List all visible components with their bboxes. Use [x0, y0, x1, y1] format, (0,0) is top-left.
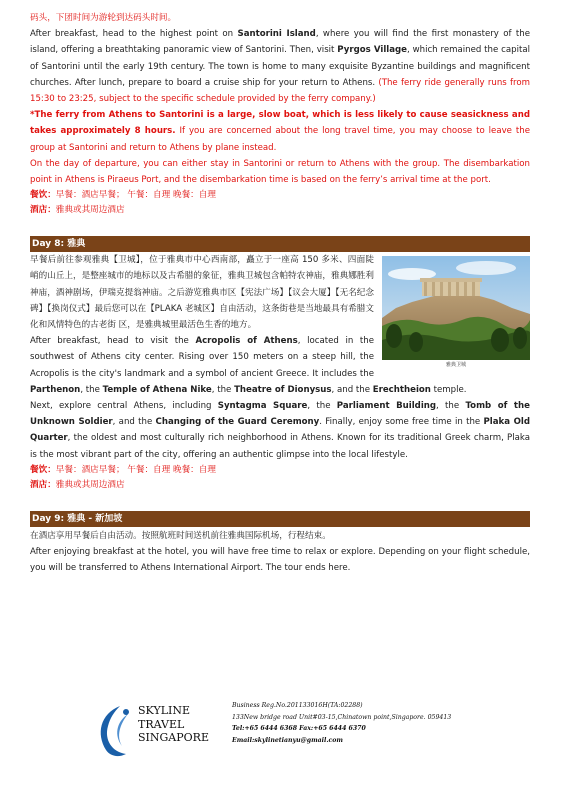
skyline-swoosh-icon: [92, 704, 138, 758]
text-run: , which remained the capital of Santorini until the early 19th century. The town is home to many exquisite Byzantine buildings and magnificent churches. After lunch, prepare to board a cruise ship for your return to Athens.: [30, 45, 531, 88]
departure-note: On the day of departure, you can either stay in Santorini or return to Athens with the group. The disembarkation point in Athens is Piraeus Port, and the disembarkation time is based on the ferry’s arrival time at the port.: [30, 158, 530, 186]
company-logo: [92, 704, 232, 758]
text-run: , and the: [112, 417, 156, 428]
meals-label: 餐饮：: [30, 190, 56, 201]
business-email: Email:skylinetianyu@gmail.com: [232, 736, 343, 744]
hotel-value: 雅典或其周边酒店: [55, 479, 125, 490]
day7-cn-tail: 码头，下团时间为游轮到达码头时间。: [30, 13, 177, 23]
text-run: , located in the southwest of Athens city center. Rising over 150 meters on a steep hill, the Acropolis is the city's landmark and a symbol of ancient Greece. It includes the: [30, 336, 375, 379]
text-run: , the: [307, 401, 337, 412]
text-run: , the: [211, 384, 235, 395]
day9-en-paragraph: After enjoying breakfast at the hotel, you will have free time to relax or explore. Depending on your flight schedule, you will be transferred to Athens International Airport. The tour ends here.: [30, 547, 530, 574]
itinerary-page: [30, 10, 530, 576]
meals-value: 早餐：酒店早餐； 午餐：自理 晚餐：自理: [55, 464, 216, 475]
highlight-term: Syntagma Square: [217, 401, 308, 412]
day8-meals: [30, 463, 530, 478]
day7-hotel: [30, 203, 530, 218]
text-run: temple.: [430, 384, 467, 395]
day8-hotel: [30, 478, 530, 493]
highlight-term: Temple of Athena Nike: [102, 384, 212, 395]
acropolis-image: [382, 256, 530, 360]
text-run: , the: [80, 384, 103, 395]
text-run: , the oldest and most culturally rich neighborhood in Athens. Known for its traditional Greek charm, Plaka is the most vibrant part of the city, offering an authentic glimpse into the local lifestyle.: [30, 433, 530, 460]
logo-line-1: SKYLINE: [138, 704, 191, 717]
highlight-term: Erechtheion: [372, 384, 431, 395]
acropolis-illustration: [382, 256, 530, 360]
text-run: . Finally, enjoy some free time in the: [319, 417, 484, 428]
highlight-term: Parthenon: [30, 384, 81, 395]
highlight-term: Tomb of the Unknown Soldier: [30, 401, 530, 428]
footer: [92, 700, 532, 760]
text-run: , and the: [331, 384, 373, 395]
day7-meals: [30, 188, 530, 203]
meals-label: 餐饮：: [30, 464, 56, 475]
text-run: , where you will find the first monastery of the island, offering a breathtaking panoramic view of Santorini. Then, visit: [30, 29, 530, 56]
highlight-term: Changing of the Guard Ceremony: [155, 417, 320, 428]
logo-line-2: TRAVEL: [138, 717, 185, 731]
text-run: , the: [436, 401, 466, 412]
day8-en-paragraph-2: [30, 398, 530, 463]
highlight-term: Acropolis of Athens: [195, 336, 298, 347]
business-phone: Tel:+65 6444 6368 Fax:+65 6444 6370: [232, 725, 366, 732]
text-run: Next, explore central Athens, including: [30, 401, 218, 412]
highlight-term: Theatre of Dionysus: [234, 384, 332, 395]
hotel-label: 酒店：: [30, 205, 56, 216]
ferry-note-text: If you are concerned about the long travel time, you may choose to leave the group at Santorini and return to Athens by plane instead.: [30, 126, 530, 153]
hotel-value: 雅典或其周边酒店: [55, 205, 125, 216]
text-run: After breakfast, head to the highest point on: [30, 29, 238, 40]
logo-line-3: SINGAPORE: [138, 731, 209, 744]
ferry-note-bold: *The ferry from Athens to Santorini is a large, slow boat, which is less likely to cause seasickness and takes approximately 8 hours.: [30, 110, 530, 137]
highlight-term: Parliament Building: [336, 401, 437, 412]
ferry-note: [30, 107, 530, 156]
day9-cn-paragraph: 在酒店享用早餐后自由活动。按照航班时间送机前往雅典国际机场，行程结束。: [30, 530, 331, 541]
meals-value: 早餐：酒店早餐； 午餐：自理 晚餐：自理: [55, 190, 216, 201]
logo-text: [138, 704, 209, 745]
hotel-label: 酒店：: [30, 479, 56, 490]
acropolis-figure: [382, 256, 530, 368]
business-info: [232, 700, 451, 746]
day8-cn-paragraph: 早餐后前往参观雅典【卫城】，位于雅典市中心西南部，矗立于一座高 150 多米、四面陡峭的山丘上，是整座城市的地标以及古希腊的象征，雅典卫城包含帕特农神庙，雅典娜胜利神庙，酒神剧场，伊瑞克提翁神庙。之后游览雅典市区【宪法广场】【议会大厦】【无名纪念碑】【换岗仪式】最后您可以在【PLAKA 老城区】自由活动，这条街巷是当地最具有希腊文化和风情特色的古老街 区，是雅典城里最活色生香的地方。: [30, 255, 374, 331]
business-reg: Business Reg.No.201133016H(TA:02288): [232, 702, 363, 709]
day8-header: Day 8: 雅典: [30, 236, 530, 252]
day7-en-paragraph: [30, 26, 530, 107]
highlight-term: Santorini Island: [237, 29, 316, 40]
highlight-term: Plaka Old Quarter: [30, 417, 531, 444]
business-address: 133New bridge road Unit#03-15,Chinatown point,Singapore. 059413: [232, 713, 452, 721]
acropolis-caption: 雅典卫城: [445, 362, 466, 369]
text-run: (The ferry ride generally runs from 15:30 to 23:25, subject to the specific schedule provided by the ferry company.): [30, 77, 530, 105]
highlight-term: Pyrgos Village: [337, 45, 407, 56]
text-run: After breakfast, head to visit the: [30, 336, 196, 347]
day9-header: Day 9: 雅典 - 新加坡: [30, 511, 530, 527]
